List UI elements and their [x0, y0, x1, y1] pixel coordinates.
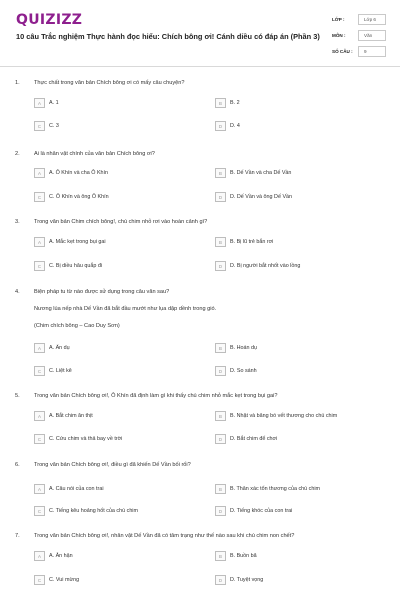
option-text: A. Câu nói của con trai [49, 486, 104, 492]
option-a[interactable] [34, 484, 104, 494]
option-text: C. Ô Khín và ông Ô Khín [49, 194, 109, 200]
option-text: D. Dế Vần và ông Dế Vần [230, 194, 293, 200]
option-a[interactable] [34, 551, 73, 561]
option-c[interactable] [34, 261, 102, 271]
option-d[interactable] [215, 575, 263, 585]
option-letter-box: B [215, 237, 226, 247]
option-text: C. Cứu chim và thả bay về trời [49, 436, 123, 442]
option-d[interactable] [215, 192, 292, 202]
option-text: C. Vui mừng [49, 577, 80, 583]
option-letter-box: B [215, 411, 226, 421]
option-text: C. Liệt kê [49, 368, 72, 374]
option-a[interactable] [34, 168, 108, 178]
option-letter-box: B [215, 484, 226, 494]
option-a[interactable] [34, 98, 59, 108]
option-text: D. 4 [230, 123, 240, 129]
option-letter-box: D [215, 192, 226, 202]
meta-row-grade [332, 13, 386, 29]
option-letter-box: A [34, 98, 45, 108]
option-text: A. Ẩn dụ [49, 345, 70, 351]
option-text: B. Nhặt và băng bó vết thương cho chú chim [230, 413, 338, 419]
option-d[interactable] [215, 506, 292, 516]
question-number: 4. [15, 289, 20, 295]
option-text: B. Dế Vần và cha Dế Vần [230, 170, 292, 176]
option-letter-box: A [34, 411, 45, 421]
option-letter-box: C [34, 366, 45, 376]
option-letter-box: B [215, 551, 226, 561]
option-letter-box: A [34, 551, 45, 561]
option-text: A. Ân hận [49, 553, 73, 559]
option-letter-box: D [215, 261, 226, 271]
option-c[interactable] [34, 506, 138, 516]
question-text: Trong văn bản Chích bông ơi!, điều gì đã khiến Dế Vần bối rối? [34, 462, 191, 468]
option-text: D. Bắt chim để chơi [230, 436, 278, 442]
option-letter-box: D [215, 434, 226, 444]
option-c[interactable] [34, 434, 122, 444]
meta-row-count [332, 45, 386, 61]
meta-label: MÔN : [332, 33, 346, 38]
option-c[interactable] [34, 575, 79, 585]
option-text: C. Tiếng kêu hoảng hốt của chú chim [49, 508, 139, 514]
option-a[interactable] [34, 343, 70, 353]
option-letter-box: C [34, 192, 45, 202]
option-letter-box: A [34, 237, 45, 247]
option-text: A. Ô Khín và cha Ô Khín [49, 170, 109, 176]
worksheet-meta [332, 13, 386, 61]
question-text: Ai là nhân vật chính của văn bản Chích bông ơi? [34, 151, 155, 157]
option-letter-box: C [34, 261, 45, 271]
worksheet-title: 10 câu Trắc nghiệm Thực hành đọc hiểu: Chích bông ơi! Cánh diều có đáp án (Phần 3) [16, 32, 320, 41]
option-b[interactable] [215, 343, 257, 353]
option-text: B. 2 [230, 100, 240, 106]
option-d[interactable] [215, 121, 240, 131]
question-number: 2. [15, 151, 20, 157]
option-b[interactable] [215, 411, 337, 421]
question-text: Trong văn bản Chích bông ơi!, Ô Khín đã định làm gì khi thấy chú chim nhỏ mắc kẹt trong bụi gai? [34, 393, 278, 399]
meta-label: LỚP : [332, 17, 345, 22]
option-b[interactable] [215, 98, 240, 108]
option-c[interactable] [34, 192, 109, 202]
option-letter-box: B [215, 168, 226, 178]
option-text: B. Thân xác tổn thương của chú chim [230, 486, 321, 492]
question-number: 5. [15, 393, 20, 399]
option-letter-box: D [215, 506, 226, 516]
question-text: Trong văn bản Chim chích bông!, chú chim nhỏ rơi vào hoàn cảnh gì? [34, 219, 208, 225]
option-letter-box: B [215, 343, 226, 353]
question-number: 6. [15, 462, 20, 468]
option-d[interactable] [215, 261, 300, 271]
option-letter-box: C [34, 121, 45, 131]
option-text: B. Hoán dụ [230, 345, 257, 351]
option-a[interactable] [34, 411, 93, 421]
option-text: C. Bị diều hâu quắp đi [49, 263, 103, 269]
option-d[interactable] [215, 434, 277, 444]
header-divider [0, 66, 400, 67]
option-letter-box: D [215, 121, 226, 131]
option-text: B. Bị lũ trẻ bắn rơi [230, 239, 274, 245]
option-text: C. 3 [49, 123, 59, 129]
question-source: (Chim chích bông – Cao Duy Sơn) [34, 323, 120, 329]
option-letter-box: C [34, 434, 45, 444]
question-number: 7. [15, 533, 20, 539]
meta-value-box: Lớp 6 [358, 14, 386, 25]
question-text: Thực chất trong văn bản Chích bông ơi có mấy câu chuyện? [34, 80, 185, 86]
option-text: B. Buồn bã [230, 553, 257, 559]
option-text: A. Bắt chim ăn thịt [49, 413, 93, 419]
option-b[interactable] [215, 551, 257, 561]
option-text: D. Tiếng khóc của con trai [230, 508, 293, 514]
option-c[interactable] [34, 121, 59, 131]
option-text: D. Tuyệt vọng [230, 577, 264, 583]
meta-value-box: 9 [358, 46, 386, 57]
question-passage: Nương lúa nếp nhà Dế Vần đã bắt đầu mướt như lụa dập dềnh trong gió. [34, 306, 217, 312]
option-text: D. So sánh [230, 368, 257, 374]
meta-row-subject [332, 29, 386, 45]
question-text: Biện pháp tu từ nào được sử dụng trong câu văn sau? [34, 289, 170, 295]
option-letter-box: D [215, 366, 226, 376]
option-text: A. Mắc kẹt trong bụi gai [49, 239, 106, 245]
worksheet-header [0, 0, 400, 66]
option-c[interactable] [34, 366, 72, 376]
quizizz-logo: QUIZIZZ [16, 12, 83, 28]
option-b[interactable] [215, 237, 273, 247]
option-d[interactable] [215, 366, 257, 376]
meta-value-box: Văn [358, 30, 386, 41]
question-number: 1. [15, 80, 20, 86]
option-b[interactable] [215, 484, 320, 494]
option-a[interactable] [34, 237, 106, 247]
option-letter-box: A [34, 484, 45, 494]
question-number: 3. [15, 219, 20, 225]
option-letter-box: A [34, 168, 45, 178]
option-letter-box: A [34, 343, 45, 353]
option-letter-box: B [215, 98, 226, 108]
option-letter-box: C [34, 506, 45, 516]
meta-label: SỐ CÂU : [332, 49, 353, 54]
option-letter-box: D [215, 575, 226, 585]
option-text: A. 1 [49, 100, 59, 106]
option-b[interactable] [215, 168, 291, 178]
question-text: Trong văn bản Chích bông ơi!, nhân vật Dế Vần đã có tâm trạng như thế nào sau khi chú chim non chết? [34, 533, 295, 539]
option-letter-box: C [34, 575, 45, 585]
option-text: D. Bị người bắt nhốt vào lồng [230, 263, 301, 269]
